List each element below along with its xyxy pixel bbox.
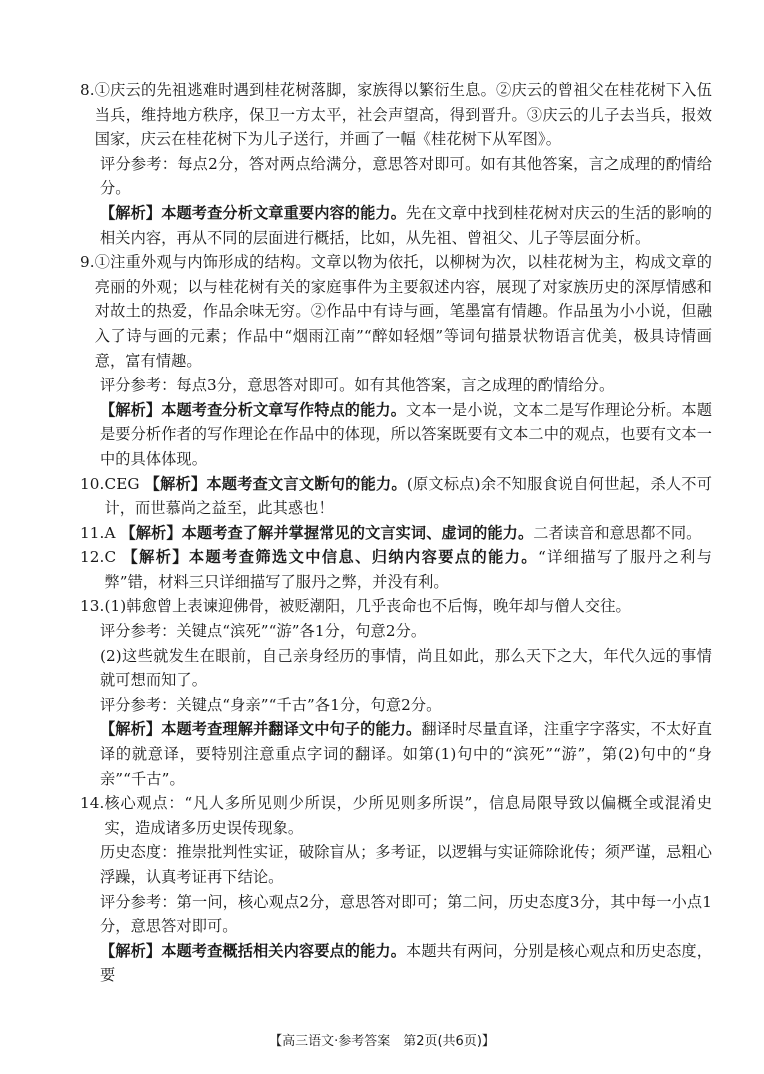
analysis-paragraph [80,201,712,250]
analysis-text: 先在文章中找到桂花树对庆云的生活的影响的相关内容，再从不同的层面进行概括，比如，从先祖、曾祖父、儿子等层面分析。 [100,203,713,247]
scoring-note: 评分参考：关键点“身亲”“千古”各1分，句意2分。 [100,695,442,714]
answer-line [104,521,712,546]
analysis-heading: 【解析】本题考查分析文章重要内容的能力。 [100,203,407,222]
answer-choice: C [104,548,123,567]
question-number: 11. [80,523,105,542]
scoring-note: 评分参考：关键点“滨死”“游”各1分，句意2分。 [100,622,427,641]
question-11-answer [80,521,712,546]
translation-1: (1)韩愈曾上表谏迎佛骨，被贬潮阳，几乎丧命也不后悔，晚年却与僧人交往。 [104,597,631,616]
analysis-paragraph [80,939,712,988]
question-number: 8. [80,81,95,99]
historical-attitude: 历史态度：推崇批判性实证，破除盲从；多考证，以逻辑与实证筛除讹传；须严谨，忌粗心浮躁，认真考证再下结论。 [100,843,712,886]
analysis-text: 文本一是小说，文本二是写作理论分析。本题是要分析作者的写作理论在作品中的体现，所以答案既要有文本二中的观点，也要有文本一中的具体体现。 [100,400,713,468]
translation-2: (2)这些就发生在眼前，自己亲身经历的事情，尚且如此，那么天下之大，年代久远的事情就可想而知了。 [100,646,712,690]
answer-line [104,545,712,594]
question-number: 14. [80,794,105,813]
analysis-heading: 【解析】本题考查文言文断句的能力。 [144,474,407,493]
analysis-heading: 【解析】本题考查概括相关内容要点的能力。 [100,941,407,960]
answer-line [104,472,712,521]
scoring-note: 评分参考：每点2分，答对两点给满分，意思答对即可。如有其他答案，言之成理的酌情给分。 [100,154,712,198]
question-8-answer [80,78,712,152]
analysis-text: (原文标点)余不知服食说自何世起，杀人不可计，而世慕尚之益至，此其惑也！ [104,474,712,518]
question-number: 13. [80,597,105,616]
analysis-paragraph [80,398,712,472]
question-13-answer [80,594,712,619]
question-number: 9. [80,253,95,272]
answer-text: ①注重外观与内饰形成的结构。文章以物为依托，以柳树为次，以桂花树为主，构成文章的亮丽的外观；以与桂花树有关的家庭事件为主要叙述内容，展现了对家族历史的深厚情感和对故土的热爱，作品余味无穷。②作品中有诗与画，笔墨富有情趣。作品虽为小小说，但融入了诗与画的元素；作品中“烟雨江南”“醉如轻烟”等词句描景状物语言优美，极具诗情画意，富有情趣。 [94,253,712,370]
question-14-answer [80,791,712,840]
analysis-text: 二者读音和意思都不同。 [533,523,702,542]
analysis-text: “详细描写了服丹之利与弊”错，材料三只详细描写了服丹之弊，并没有利。 [104,548,712,591]
question-10-answer [80,472,712,521]
analysis-text: 本题共有两问，分别是核心观点和历史态度，要 [100,941,713,985]
analysis-heading: 【解析】本题考查分析文章写作特点的能力。 [100,400,407,419]
analysis-heading: 【解析】本题考查了解并掌握常见的文言实词、虚词的能力。 [120,523,534,542]
scoring-note: 评分参考：第一问，核心观点2分，意思答对即可；第二问，历史态度3分，其中每一小点1分，意思答对即可。 [100,892,712,936]
analysis-heading: 【解析】本题考查理解并翻译文中句子的能力。 [100,720,422,739]
scoring-note: 评分参考：每点3分，意思答对即可。如有其他答案，言之成理的酌情给分。 [100,376,615,395]
analysis-paragraph [80,717,712,791]
answer-choice: A [104,523,121,542]
question-12-answer [80,545,712,594]
question-number: 12. [80,548,105,567]
page-footer: 【高三语文·参考答案 第2页(共6页)】 [269,1034,495,1049]
question-number: 10. [80,474,105,493]
answer-choice: CEG [104,474,145,493]
core-viewpoint: 核心观点：“凡人多所见则少所误，少所见则多所误”，信息局限导致以偏概全或混淆史实，造成诸多历史误传现象。 [104,794,712,837]
question-9-answer [80,250,712,373]
analysis-text: 翻译时尽量直译，注重字字落实，不太好直译的就意译，要特别注意重点字词的翻译。如第(1)句中的“滨死”“游”，第(2)句中的“身亲”“千古”。 [100,720,712,788]
analysis-heading: 【解析】本题考查筛选文中信息、归纳内容要点的能力。 [122,548,538,567]
answer-text: ①庆云的先祖逃难时遇到桂花树落脚，家族得以繁衍生息。②庆云的曾祖父在桂花树下入伍当兵，维持地方秩序，保卫一方太平，社会声望高，得到晋升。③庆云的儿子去当兵，报效国家，庆云在桂花树下为儿子送行，并画了一幅《桂花树下从军图》。 [94,81,712,149]
